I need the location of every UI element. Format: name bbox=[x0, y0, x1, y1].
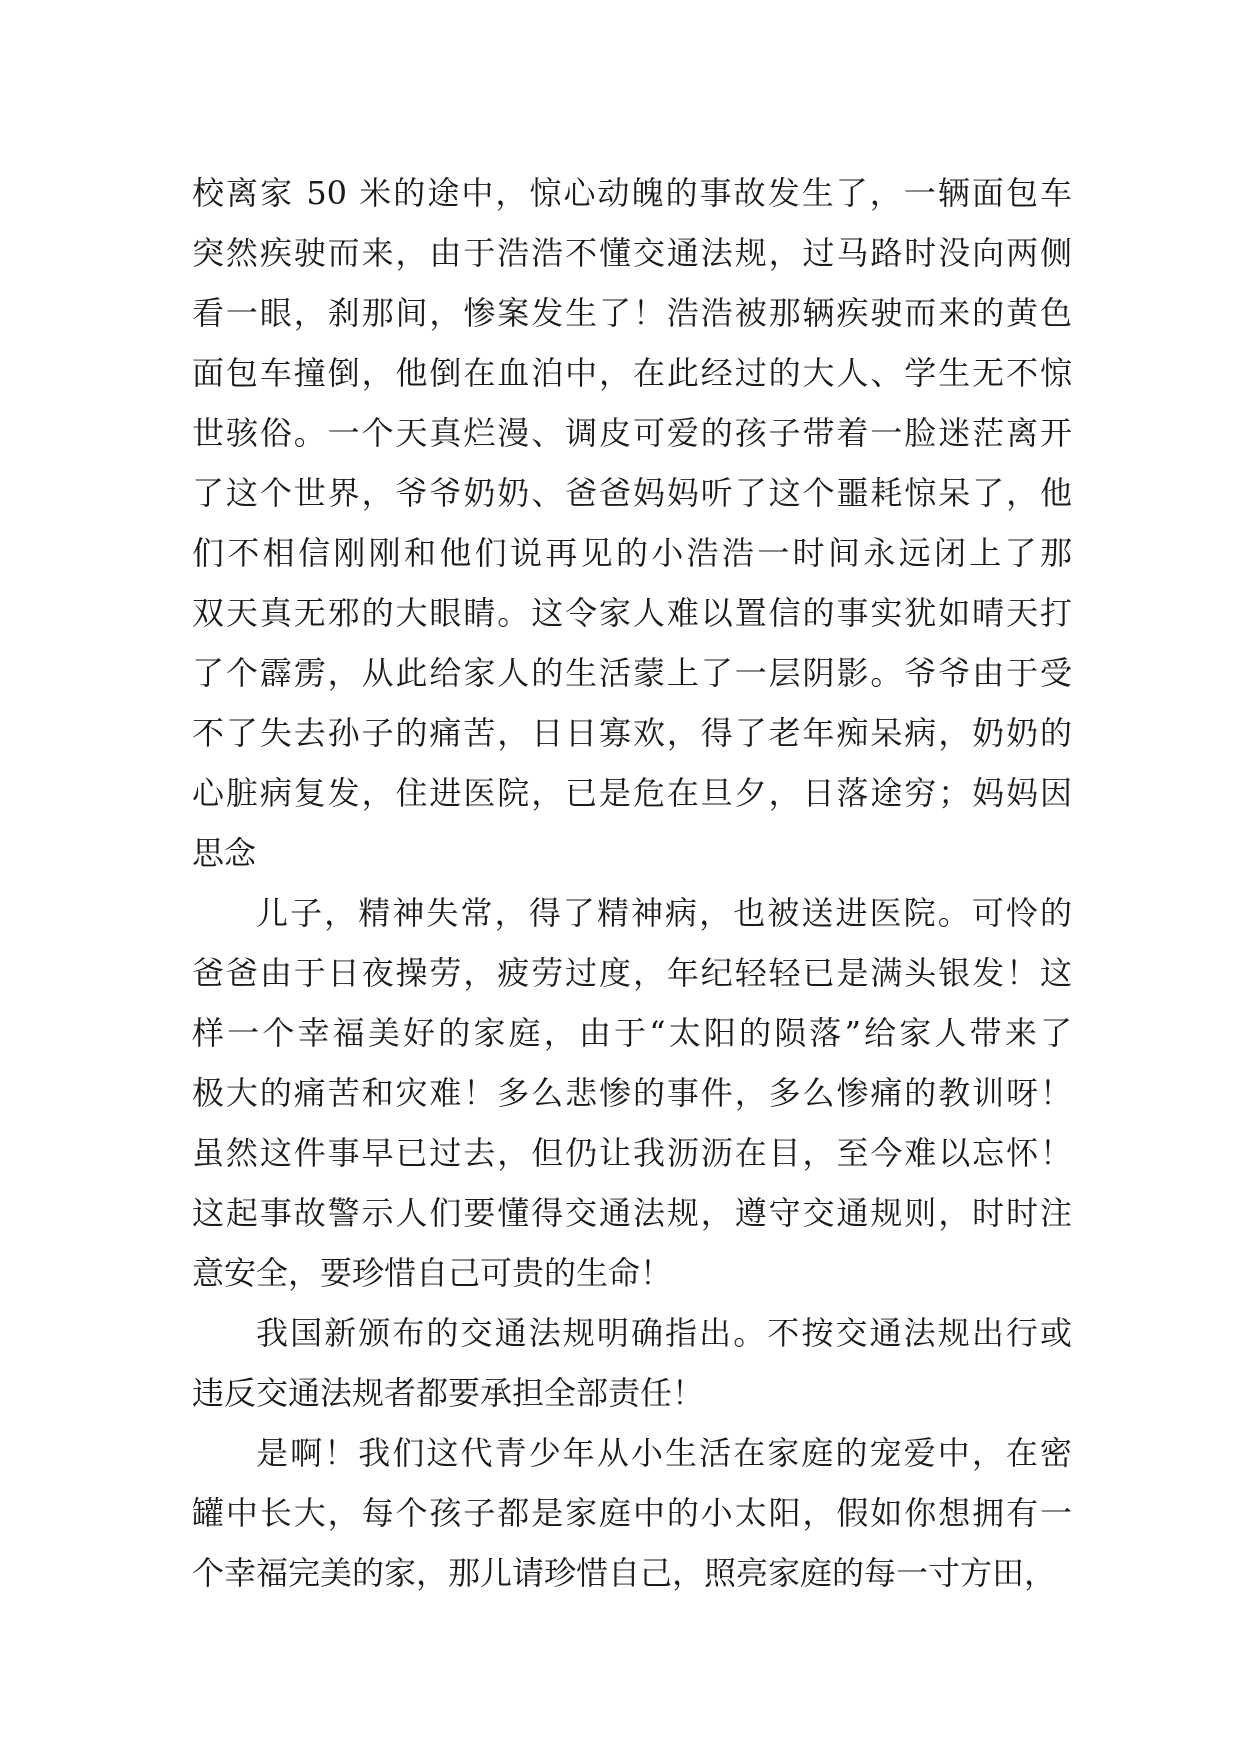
text-line: 意安全，要珍惜自己可贵的生命！ bbox=[192, 1254, 673, 1292]
text-line: 个幸福完美的家，那儿请珍惜自己，照亮家庭的每一寸方田， bbox=[192, 1554, 1057, 1592]
paragraph bbox=[192, 1303, 1072, 1423]
text-line: 们不相信刚刚和他们说再见的小浩浩一时间永远闭上了那 bbox=[192, 534, 1072, 572]
text-line: 面包车撞倒，他倒在血泊中，在此经过的大人、学生无不惊 bbox=[192, 354, 1072, 392]
text-line: 不了失去孙子的痛苦，日日寡欢，得了老年痴呆病，奶奶的 bbox=[192, 714, 1072, 752]
text-line: 虽然这件事早已过去，但仍让我沥沥在目，至今难以忘怀！ bbox=[192, 1134, 1072, 1172]
paragraph bbox=[192, 1423, 1072, 1603]
text-line: 世骇俗。一个天真烂漫、调皮可爱的孩子带着一脸迷茫离开 bbox=[192, 414, 1072, 452]
text-line: 心脏病复发，住进医院，已是危在旦夕，日落途穷；妈妈因 bbox=[192, 774, 1072, 812]
paragraph bbox=[192, 883, 1072, 1303]
text-line: 突然疾驶而来，由于浩浩不懂交通法规，过马路时没向两侧 bbox=[192, 234, 1072, 272]
document-body bbox=[192, 163, 1072, 1603]
text-line: 这起事故警示人们要懂得交通法规，遵守交通规则，时时注 bbox=[192, 1194, 1072, 1232]
text-line: 爸爸由于日夜操劳，疲劳过度，年纪轻轻已是满头银发！这 bbox=[192, 954, 1072, 992]
text-line: 了这个世界，爷爷奶奶、爸爸妈妈听了这个噩耗惊呆了，他 bbox=[192, 474, 1072, 512]
text-line: 看一眼，刹那间，惨案发生了！浩浩被那辆疾驶而来的黄色 bbox=[192, 294, 1072, 332]
text-line: 样一个幸福美好的家庭，由于“太阳的陨落”给家人带来了 bbox=[192, 1014, 1072, 1052]
text-line: 违反交通法规者都要承担全部责任！ bbox=[192, 1374, 705, 1412]
text-line: 我国新颁布的交通法规明确指出。不按交通法规出行或 bbox=[256, 1314, 1072, 1352]
text-line: 了个霹雳，从此给家人的生活蒙上了一层阴影。爷爷由于受 bbox=[192, 654, 1072, 692]
paragraph bbox=[192, 163, 1072, 883]
text-line: 罐中长大，每个孩子都是家庭中的小太阳，假如你想拥有一 bbox=[192, 1494, 1072, 1532]
text-line: 极大的痛苦和灾难！多么悲惨的事件，多么惨痛的教训呀！ bbox=[192, 1074, 1072, 1112]
text-line: 校离家 50 米的途中，惊心动魄的事故发生了，一辆面包车 bbox=[192, 174, 1072, 212]
text-line: 儿子，精神失常，得了精神病，也被送进医院。可怜的 bbox=[256, 894, 1072, 932]
text-line: 双天真无邪的大眼睛。这令家人难以置信的事实犹如晴天打 bbox=[192, 594, 1072, 632]
text-line: 是啊！我们这代青少年从小生活在家庭的宠爱中，在密 bbox=[256, 1434, 1072, 1472]
text-line: 思念 bbox=[192, 834, 257, 872]
